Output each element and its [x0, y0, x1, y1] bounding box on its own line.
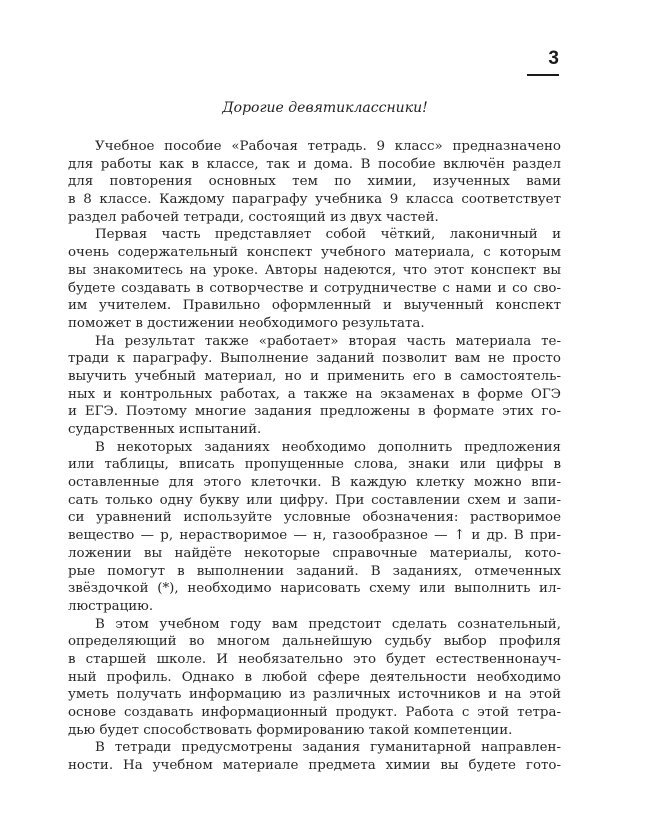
text-line: В тетради предусмотрены задания гуманитарной направлен-	[95, 740, 561, 756]
text-line: Первая часть представляет собой чёткий, лаконичный и	[95, 227, 561, 243]
text-line: поможет в достижении необходимого результата.	[68, 315, 425, 331]
text-line: ности. На учебном материале предмета химии вы будете гото-	[68, 758, 561, 774]
text-line: сударственных испытаний.	[68, 422, 262, 437]
text-line: си уравнений используйте условные обозначения: растворимое	[68, 510, 561, 526]
text-line: для работы как в классе, так и дома. В пособие включён раздел	[68, 156, 561, 172]
text-line: уметь получать информацию из различных источников и на этой	[68, 687, 561, 703]
paragraph	[68, 739, 561, 774]
text-line: им учителем. Правильно оформленный и выученный конспект	[68, 298, 561, 314]
text-line: тради к параграфу. Выполнение заданий позволит вам не просто	[68, 351, 561, 367]
text-line: в 8 классе. Каждому параграфу учебника 9 класса соответствует	[68, 192, 561, 208]
text-line: вещество — р, нерастворимое — н, газообразное — ↑ и др. В при-	[68, 528, 561, 544]
text-line: основе создавать информационный продукт. Работа с этой тетра-	[68, 705, 561, 720]
body-text	[68, 138, 561, 775]
text-line: будете создавать в сотворчестве и сотрудничестве с нами и со сво-	[68, 280, 561, 296]
text-line: ложении вы найдёте некоторые справочные материалы, кото-	[68, 545, 561, 561]
text-line: В этом учебном году вам предстоит сделать сознательный,	[95, 616, 561, 632]
text-line: люстрацию.	[68, 598, 154, 614]
text-line: очень содержательный конспект учебного материала, с которым	[68, 245, 561, 261]
page-number-rule	[527, 48, 559, 76]
paragraph	[68, 226, 561, 332]
text-line: дью будет способствовать формированию такой компетенции.	[68, 722, 513, 738]
text-line: ный профиль. Однако в любой сфере деятельности необходимо	[68, 669, 561, 685]
text-line: рые помогут в выполнении заданий. В заданиях, отмеченных	[68, 563, 561, 579]
text-line: сать только одну букву или цифру. При составлении схем и запи-	[68, 492, 561, 508]
text-line: и ЕГЭ. Поэтому многие задания предложены в формате этих го-	[68, 404, 561, 420]
text-line: звёздочкой (*), необходимо нарисовать схему или выполнить ил-	[68, 581, 561, 597]
text-line: или таблицы, вписать пропущенные слова, знаки или цифры в	[68, 457, 561, 473]
paragraph	[68, 439, 561, 616]
paragraph	[68, 138, 561, 226]
text-line: вы знакомитесь на уроке. Авторы надеются, что этот конспект вы	[68, 262, 561, 278]
text-line: На результат также «работает» вторая часть материала те-	[95, 333, 561, 349]
text-line: в старшей школе. И необязательно это будет естественнонауч-	[68, 651, 561, 667]
text-line: определяющий во многом дальнейшую судьбу выбор профиля	[68, 634, 561, 650]
text-line: раздел рабочей тетради, состоящий из двух частей.	[68, 209, 439, 225]
text-line: Учебное пособие «Рабочая тетрадь. 9 класс» предназначено	[95, 139, 561, 154]
text-line: для повторения основных тем по химии, изученных вами	[68, 174, 561, 190]
paragraph	[68, 333, 561, 439]
page-number: 3	[548, 48, 559, 69]
text-line: выучить учебный материал, но и применить его в самостоятель-	[68, 368, 561, 384]
page-title: Дорогие девятиклассники!	[222, 100, 428, 116]
text-line: В некоторых заданиях необходимо дополнить предложения	[95, 439, 561, 455]
text-line: оставленные для этого клеточки. В каждую клетку можно впи-	[68, 475, 561, 491]
text-line: ных и контрольных работах, а также на экзаменах в форме ОГЭ	[68, 386, 561, 402]
paragraph	[68, 616, 561, 740]
